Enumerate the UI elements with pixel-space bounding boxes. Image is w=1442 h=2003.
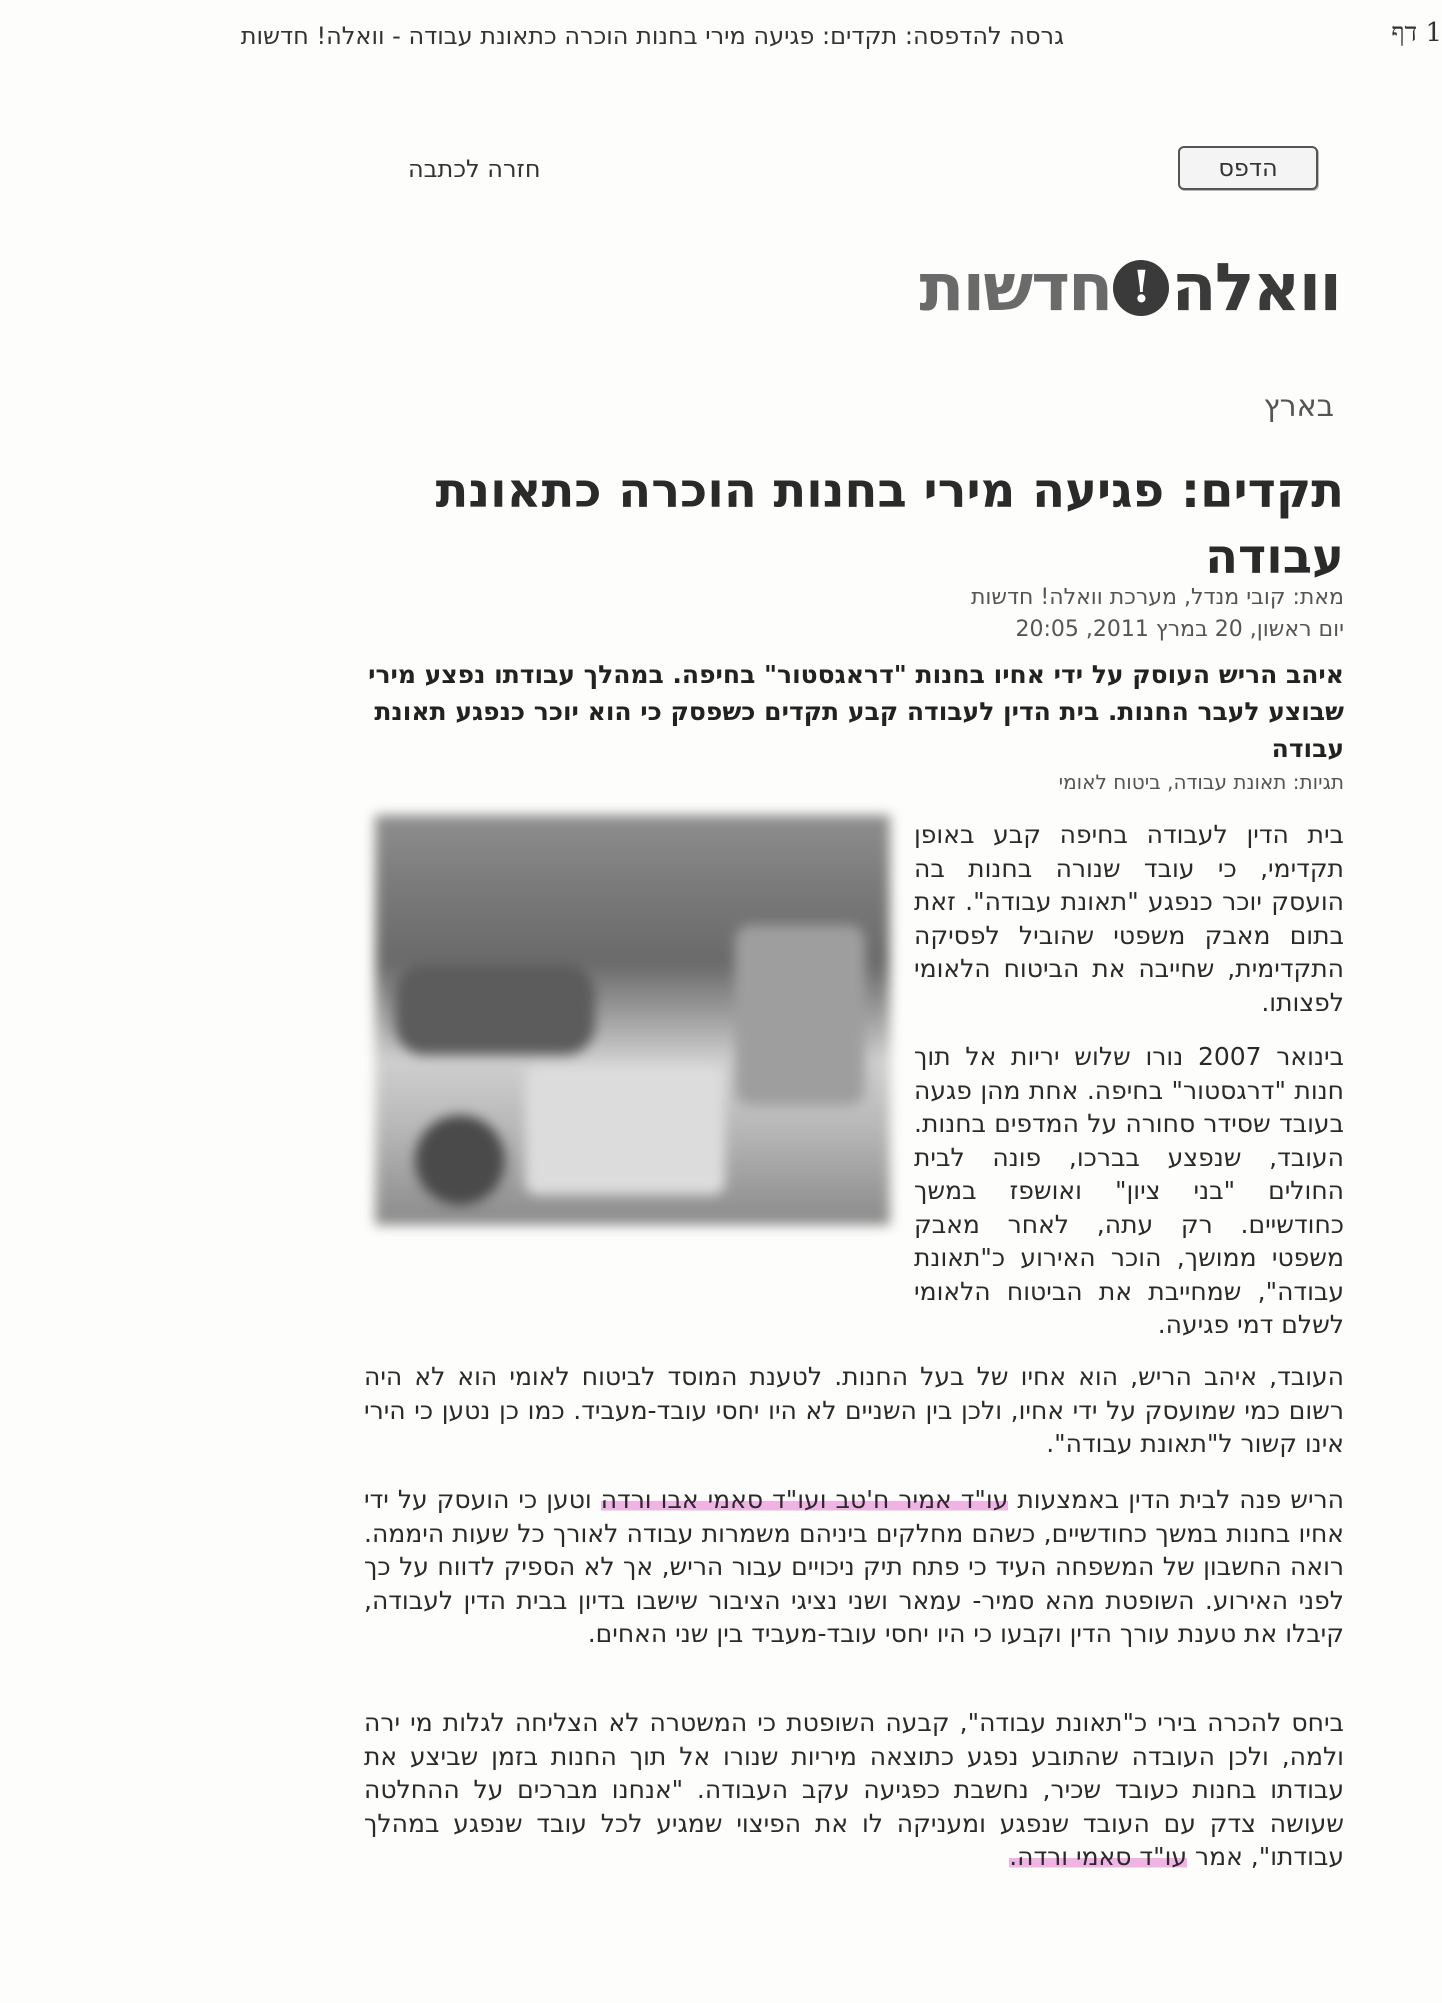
highlighted-lawyer-name: עו"ד סאמי ורדה.	[1009, 1842, 1188, 1871]
highlighted-lawyers: עו"ד אמיר ח'טב ועו"ד סאמי אבו ורדה	[600, 1485, 1009, 1514]
print-button[interactable]: הדפס	[1178, 146, 1318, 190]
body-paragraph-2: בינואר 2007 נורו שלוש יריות אל תוך חנות "דרגסטור" בחיפה. אחת מהן פגעה בעובד שסידר סחורה על המדפים בחנות. העובד, שנפצע בברכו, פונה לבית החולים "בני ציון" ואושפז במשך כחודשיים. רק עתה, לאחר מאבק משפטי ממושך, הוכר האירוע כ"תאונת עבודה", שמחייבת את הביטוח הלאומי לשלם דמי פגיעה.	[914, 1042, 1344, 1339]
date-line: יום ראשון, 20 במרץ 2011, 20:05	[1015, 617, 1344, 642]
article-photo	[375, 815, 890, 1225]
tags-row	[1059, 770, 1344, 794]
author-line: מאת: קובי מנדל, מערכת וואלה! חדשות	[970, 585, 1344, 610]
print-header-title: גרסה להדפסה: תקדים: פגיעה מירי בחנות הוכרה כתאונת עבודה - וואלה! חדשות	[240, 22, 1064, 50]
p4-text-a: הריש פנה לבית הדין באמצעות	[1008, 1485, 1344, 1514]
p4-text-b: וטען כי הועסק על ידי אחיו בחנות במשך כחודשיים, כשהם מחלקים ביניהם משמרות עבודה לאורך כל שעות היממה. רואה החשבון של המשפחה העיד כי פתח תיק ניכויים עבור הריש, אך לא הספיק לדווח על כך לפני האירוע. השופטת מהא סמיר- עמאר ושני נציגי הציבור שישבו בדיון בבית הדין לעבודה, קיבלו את טענת עורך הדין וקבעו כי היו יחסי עובד-מעביד בין שני האחים.	[364, 1485, 1344, 1648]
article-headline: תקדים: פגיעה מירי בחנות הוכרה כתאונת עבודה	[435, 463, 1344, 585]
tags-label: תגיות:	[1292, 770, 1344, 794]
walla-news-logo	[840, 248, 1340, 328]
body-paragraph-3: העובד, איהב הריש, הוא אחיו של בעל החנות. לטענת המוסד לביטוח לאומי הוא לא היה רשום כמי שמועסק על ידי אחיו, ולכן בין השניים לא היו יחסי עובד-מעביד. כמו כן נטען כי הירי אינו קשור ל"תאונת עבודה".	[364, 1362, 1344, 1458]
body-paragraph-4	[364, 1483, 1344, 1651]
body-paragraph-5	[364, 1706, 1344, 1874]
article-lead: איהב הריש העוסק על ידי אחיו בחנות "דראגסטור" בחיפה. במהלך עבודתו נפצע מירי שבוצע לעבר החנות. בית הדין לעבודה קבע תקדים כשפסק כי הוא יוכר כנפגע תאונת עבודה	[368, 660, 1344, 763]
p5-text-a: ביחס להכרה בירי כ"תאונת עבודה", קבעה השופטת כי המשטרה לא הצליחה לגלות מי ירה ולמה, ולכן העובדה שהתובע נפגע כתוצאה מיריות שנורו אל תוך החנות בזמן שביצע את עבודתו בחנות כעובד שכיר, נחשבת כפגיעה עקב העבודה. "אנחנו מברכים על ההחלטה שעושה צדק עם העובד שנפגע ומעניקה לו את הפיצוי שמגיע לכל עובד שנפגע במהלך עבודתו", אמר	[364, 1708, 1344, 1871]
body-paragraph-1: בית הדין לעבודה בחיפה קבע באופן תקדימי, כי עובד שנורה בחנות בה הועסק יוכר כנפגע "תאונת עבודה". זאת בתום מאבק משפטי שהוביל לפסיקה התקדימית, שחייבה את הביטוח הלאומי לפצותו.	[914, 820, 1344, 1017]
tags-value: תאונת עבודה, ביטוח לאומי	[1058, 770, 1287, 794]
byline	[971, 582, 1344, 646]
logo-news-word: חדשות	[919, 249, 1112, 326]
back-to-article-link[interactable]: חזרה לכתבה	[408, 155, 541, 183]
section-label: בארץ	[1263, 389, 1334, 424]
page-number: 1 דף	[1391, 18, 1442, 48]
logo-exclamation-icon: !	[1113, 260, 1169, 316]
logo-walla-word: וואלה	[1171, 249, 1340, 326]
